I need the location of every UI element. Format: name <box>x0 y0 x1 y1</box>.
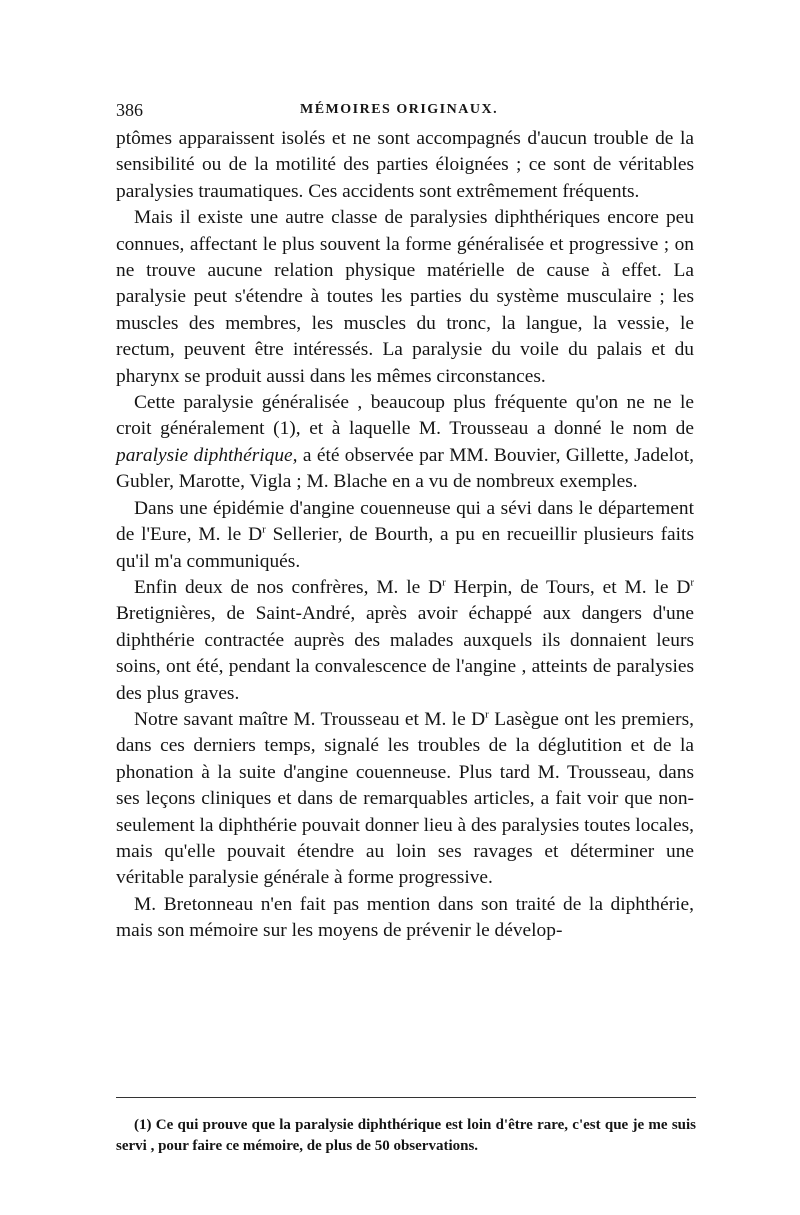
footnote <box>116 1115 696 1157</box>
paragraph-5-text-b: Herpin, de Tours, et M. le D <box>445 576 691 598</box>
superscript: r <box>262 523 266 536</box>
superscript: r <box>690 576 694 589</box>
paragraph-2: Mais il existe une autre classe de paralysies diphthériques encore peu connues, affectant le plus souvent la forme généralisée et progressive ; on ne trouve aucune relation physique matérielle de cause à effet. La paralysie peut s'étendre à toutes les parties du système musculaire ; les muscles des membres, les muscles du tronc, la langue, la vessie, le rectum, peuvent être intéressés. La paralysie du voile du palais et du pharynx se produit aussi dans les mêmes circonstances. <box>116 207 694 387</box>
superscript: r <box>442 576 446 589</box>
superscript: r <box>485 708 489 721</box>
italic-term: paralysie diphthérique, <box>116 444 298 466</box>
paragraph-5-text-a: Enfin deux de nos confrères, M. le D <box>134 576 443 598</box>
running-title: MÉMOIRES ORIGINAUX. <box>300 102 499 117</box>
paragraph-6 <box>116 707 694 892</box>
footnote-text: (1) Ce qui prouve que la paralysie diphthérique est loin d'être rare, c'est que je me suis servi , pour faire ce mémoire, de plus de 50 observations. <box>116 1117 696 1154</box>
body-text <box>116 126 694 945</box>
paragraph-4-text-a: Dans une épidémie d'angine couenneuse qui a sévi dans le département de l'Eure, M. le D <box>116 497 694 546</box>
paragraph-5 <box>116 575 694 707</box>
paragraph-3-text-b: a été observée par MM. Bouvier, Gillette, Jadelot, Gubler, Marotte, Vigla ; M. Blache en a vu de nombreux exemples. <box>116 444 694 493</box>
paragraph-3 <box>116 390 694 496</box>
page-number: 386 <box>116 100 143 120</box>
footnote-rule <box>116 1097 696 1098</box>
paragraph-7: M. Bretonneau n'en fait pas mention dans son traité de la diphthérie, mais son mémoire sur les moyens de prévenir le dévelop- <box>116 893 694 942</box>
paragraph-1: ptômes apparaissent isolés et ne sont accompagnés d'aucun trouble de la sensibilité ou de la motilité des parties éloignées ; ce sont de véritables paralysies traumatiques. Ces accidents sont extrêmement fréquents. <box>116 128 694 202</box>
paragraph-6-text-a: Notre savant maître M. Trousseau et M. le D <box>134 708 486 730</box>
paragraph-3-text-a: Cette paralysie généralisée , beaucoup plus fréquente qu'on ne ne le croit généralement (1), et à laquelle M. Trousseau a donné le nom de <box>116 392 694 440</box>
page-header <box>116 100 696 124</box>
paragraph-4-text-b: Sellerier, de Bourth, a pu en recueillir plusieurs faits qu'il m'a communiqués. <box>116 524 694 572</box>
paragraph-4 <box>116 496 694 575</box>
paragraph-5-text-c: Bretignières, de Saint-André, après avoir échappé aux dangers d'une diphthérie contractée auprès des malades auxquels ils donnaient leurs soins, ont été, pendant la convalescence de l'angine , atteints de paralysies des plus graves. <box>116 603 694 704</box>
paragraph-6-text-b: Lasègue ont les premiers, dans ces derniers temps, signalé les troubles de la déglutition et de la phonation à la suite d'angine couenneuse. Plus tard M. Trousseau, dans ses leçons cliniques et dans de remarquables articles, a fait voir que non-seulement la diphthérie pouvait donner lieu à des paralysies toutes locales, mais qu'elle pouvait étendre au loin ses ravages et déterminer une véritable paralysie générale à forme progressive. <box>116 708 695 889</box>
